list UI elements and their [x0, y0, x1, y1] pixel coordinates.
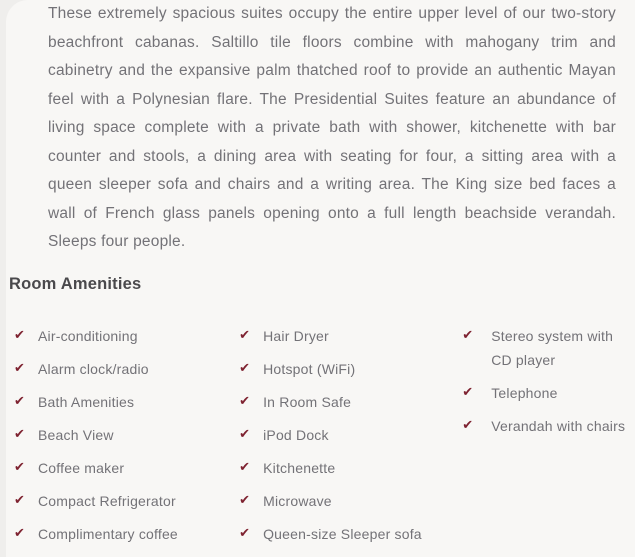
check-icon: ✔	[239, 327, 250, 343]
amenities-column-3	[462, 324, 635, 555]
check-icon: ✔	[239, 459, 250, 475]
amenity-item	[239, 456, 462, 480]
amenity-label: Coffee maker	[38, 459, 125, 476]
check-icon: ✔	[14, 360, 25, 376]
check-icon: ✔	[14, 459, 25, 475]
amenities-list	[6, 324, 635, 555]
amenity-label: Air-conditioning	[38, 327, 138, 344]
check-icon: ✔	[462, 417, 474, 433]
check-icon: ✔	[239, 426, 250, 442]
check-icon: ✔	[14, 525, 25, 541]
amenity-label: Hair Dryer	[263, 327, 329, 344]
amenity-label: Beach View	[38, 426, 114, 443]
amenity-item	[239, 423, 462, 447]
check-icon: ✔	[462, 384, 474, 400]
amenity-label: Microwave	[263, 492, 332, 509]
amenity-item	[14, 390, 239, 414]
amenity-label: Queen-size Sleeper sofa	[263, 525, 422, 542]
amenity-item	[239, 522, 462, 546]
amenity-item	[14, 357, 239, 381]
amenity-item	[239, 489, 462, 513]
amenity-item	[14, 324, 239, 348]
suite-description-page	[6, 0, 635, 557]
amenity-label: In Room Safe	[263, 393, 352, 410]
amenity-item	[14, 489, 239, 513]
amenities-column-1	[14, 324, 239, 555]
amenity-item	[462, 414, 635, 438]
amenity-item	[239, 357, 462, 381]
amenity-label: Alarm clock/radio	[38, 360, 149, 377]
check-icon: ✔	[239, 360, 250, 376]
amenity-label: Complimentary coffee	[38, 525, 178, 542]
amenities-column-2	[239, 324, 462, 555]
amenity-label: iPod Dock	[263, 426, 329, 443]
amenity-label: Compact Refrigerator	[38, 492, 176, 509]
check-icon: ✔	[14, 426, 25, 442]
amenity-item	[239, 324, 462, 348]
amenity-item	[14, 423, 239, 447]
amenity-label: Kitchenette	[263, 459, 336, 476]
room-amenities-heading: Room Amenities	[9, 274, 142, 293]
check-icon: ✔	[14, 492, 25, 508]
amenity-label: Verandah with chairs	[491, 417, 626, 434]
amenity-item	[462, 381, 635, 405]
check-icon: ✔	[462, 327, 474, 343]
amenity-label: Telephone	[491, 384, 558, 401]
amenity-item	[239, 390, 462, 414]
check-icon: ✔	[239, 393, 250, 409]
check-icon: ✔	[239, 492, 250, 508]
amenity-item	[14, 522, 239, 546]
check-icon: ✔	[14, 327, 25, 343]
amenity-label: Stereo system with CD player	[491, 327, 614, 368]
check-icon: ✔	[239, 525, 250, 541]
check-icon: ✔	[14, 393, 25, 409]
suite-description-paragraph: These extremely spacious suites occupy the entire upper level of our two-story beachfront cabanas. Saltillo tile floors combine with mahogany trim and cabinetry and the expansive palm thatched roof to provide an authentic Mayan feel with a Polynesian flare. The Presidential Suites feature an abundance of living space complete with a private bath with shower, kitchenette with bar counter and stools, a dining area with seating for four, a sitting area with a queen sleeper sofa and chairs and a writing area. The King size bed faces a wall of French glass panels opening onto a full length beachside verandah. Sleeps four people.	[48, 5, 616, 250]
amenity-label: Bath Amenities	[38, 393, 135, 410]
amenity-item	[14, 456, 239, 480]
amenity-label: Hotspot (WiFi)	[263, 360, 356, 377]
amenity-item	[462, 324, 635, 372]
